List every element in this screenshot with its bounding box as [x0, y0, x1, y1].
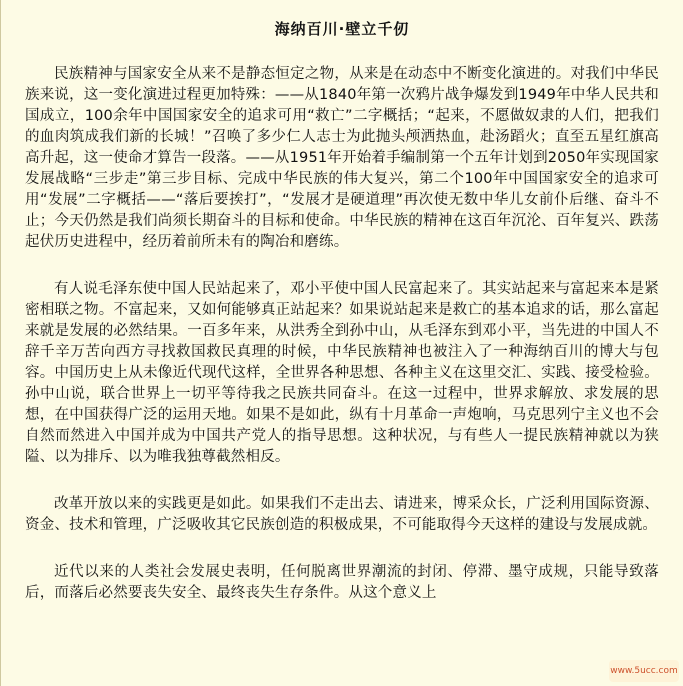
paragraph-3: 改革开放以来的实践更是如此。如果我们不走出去、请进来，博采众长，广泛利用国际资源、资金、技术和管理，广泛吸收其它民族创造的积极成果，不可能取得今天这样的建设与发展成就。 [25, 496, 659, 533]
paragraph-2: 有人说毛泽东使中国人民站起来了，邓小平使中国人民富起来了。其实站起来与富起来本是紧密相联之物。不富起来，又如何能够真正站起来？如果说站起来是救亡的基本追求的话，那么富起来就是发展的必然结果。一百多年来，从洪秀全到孙中山，从毛泽东到邓小平，当先进的中国人不辞千辛万苦向西方寻找救国救民真理的时候，中华民族精神也被注入了一种海纳百川的博大与包容。中国历史上从未像近代现代这样，全世界各种思想、各种主义在这里交汇、实践、接受检验。孙中山说，联合世界上一切平等待我之民族共同奋斗。在这一过程中，世界求解放、求发展的思想，在中国获得广泛的运用天地。如果不是如此，纵有十月革命一声炮响，马克思列宁主义也不会自然而然进入中国并成为中国共产党人的指导思想。这种状况，与有些人一提民族精神就以为狭隘、以为排斥、以为唯我独尊截然相反。 [25, 281, 659, 465]
paragraph-1: 民族精神与国家安全从来不是静态恒定之物，从来是在动态中不断变化演进的。对我们中华民族来说，这一变化演进过程更加特殊：——从1840年第一次鸦片战争爆发到1949年中华人民共和国成立，100余年中国国家安全的追求可用“救亡”二字概括；“起来，不愿做奴隶的人们，把我们的血肉筑成我们新的长城！”召唤了多少仁人志士为此抛头颅洒热血，赴汤蹈火；直至五星红旗高高升起，这一使命才算告一段落。——从1951年开始着手编制第一个五年计划到2050年实现国家发展战略“三步走”第三步目标、完成中华民族的伟大复兴，第二个100年中国国家安全的追求可用“发展”二字概括——“落后要挨打”，“发展才是硬道理”再次使无数中华儿女前仆后继、奋斗不止；今天仍然是我们尚须长期奋斗的目标和使命。中华民族的精神在这百年沉沦、百年复兴、跌荡起伏历史进程中，经历着前所未有的陶冶和磨练。 [25, 66, 659, 250]
article-body [1, 64, 683, 604]
site-watermark: www.5ucc.com [609, 660, 679, 682]
article-title: 海纳百川·壁立千仞 [274, 20, 410, 38]
paragraph-4: 近代以来的人类社会发展史表明，任何脱离世界潮流的封闭、停滞、墨守成规，只能导致落后，而落后必然要丧失安全、最终丧失生存条件。从这个意义上 [25, 564, 659, 601]
